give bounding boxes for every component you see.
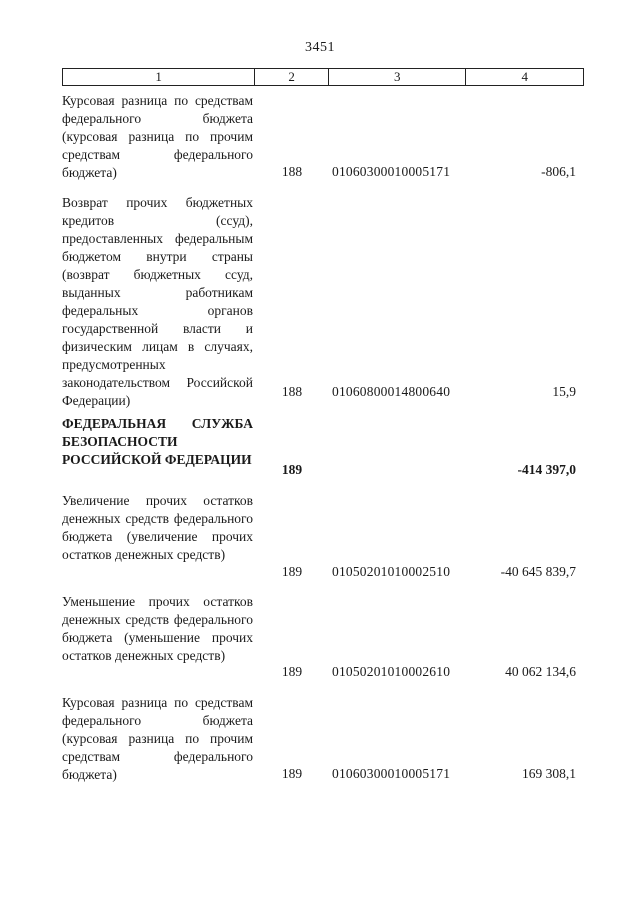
header-col-3: 3 xyxy=(329,69,466,85)
row-classification-code: 01050201010002510 xyxy=(332,564,451,579)
row-amount: 15,9 xyxy=(552,384,576,399)
row-admin-code: 189 xyxy=(281,564,303,579)
row-classification-code: 01050201010002610 xyxy=(332,664,451,679)
header-col-1: 1 xyxy=(63,69,255,85)
row-admin-code: 189 xyxy=(281,462,303,477)
header-col-4: 4 xyxy=(521,69,528,84)
row-name: Уменьшение прочих остатков денежных средств федерального бюджета (уменьшение прочих остатков денежных средств) xyxy=(62,594,253,663)
row-amount: 169 308,1 xyxy=(522,766,576,781)
row-amount: -414 397,0 xyxy=(517,462,576,477)
row-classification-code: 01060300010005171 xyxy=(332,766,451,781)
row-name: Курсовая разница по средствам федерального бюджета (курсовая разница по прочим средствам федерального бюджета) xyxy=(62,695,253,782)
row-name: Возврат прочих бюджетных кредитов (ссуд), предоставленных федеральным бюджетом внутри страны (возврат бюджетных ссуд, выданных работникам федеральных органов государственной власти и физическим лицам в случаях, предусмотренных законодательством Российской Федерации) xyxy=(62,195,253,408)
row-name: Курсовая разница по средствам федерального бюджета (курсовая разница по прочим средствам федерального бюджета) xyxy=(62,93,253,180)
header-col-2: 2 xyxy=(255,69,329,85)
row-admin-code: 189 xyxy=(281,766,303,781)
table-header xyxy=(62,68,584,86)
row-amount: -806,1 xyxy=(541,164,576,179)
section-title: ФЕДЕРАЛЬНАЯ СЛУЖБА БЕЗОПАСНОСТИ РОССИЙСКОЙ ФЕДЕРАЦИИ xyxy=(62,416,253,467)
row-amount: -40 645 839,7 xyxy=(500,564,576,579)
row-admin-code: 189 xyxy=(281,664,303,679)
row-classification-code: 01060800014800640 xyxy=(332,384,451,399)
row-amount: 40 062 134,6 xyxy=(505,664,576,679)
row-admin-code: 188 xyxy=(281,164,303,179)
row-classification-code: 01060300010005171 xyxy=(332,164,451,179)
row-admin-code: 188 xyxy=(281,384,303,399)
page-number: 3451 xyxy=(305,40,335,55)
row-name: Увеличение прочих остатков денежных средств федерального бюджета (увеличение прочих остатков денежных средств) xyxy=(62,493,253,562)
